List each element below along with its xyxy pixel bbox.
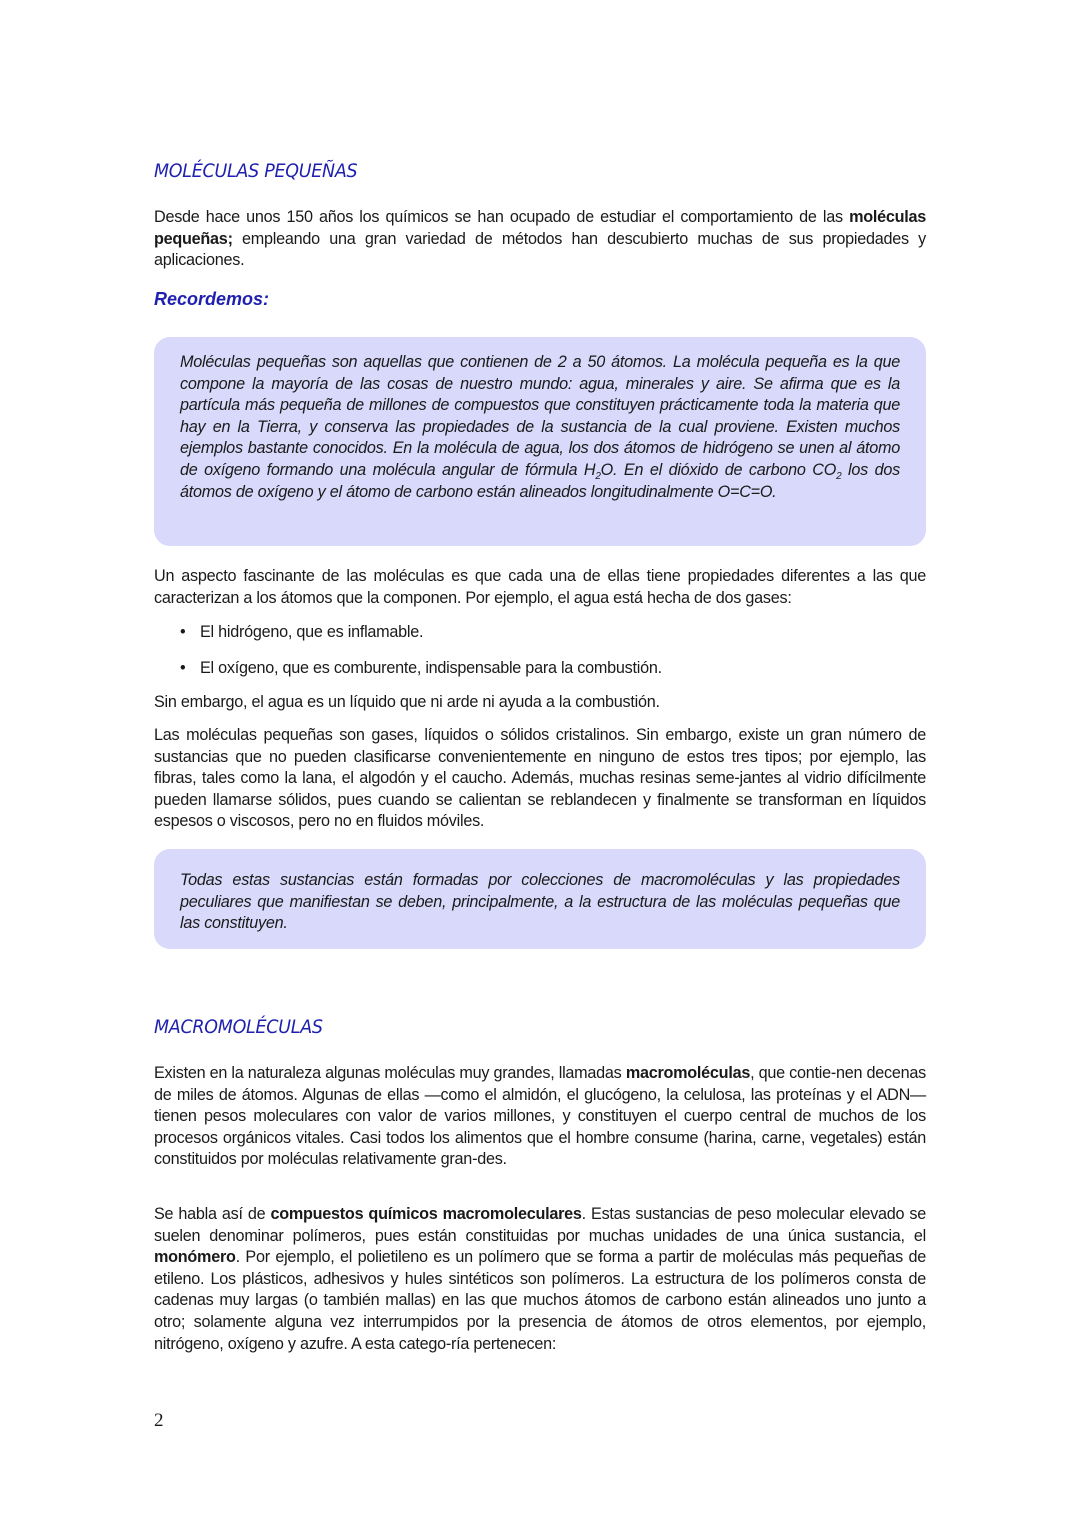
paragraph-text-end: , que contie-nen decenas de miles de átomos. Algunas de ellas —como el almidón, el glucógeno, la celulosa, las proteínas y el ADN— tienen pesos moleculares con valor de varios millones, y constituyen el cuerpo central de muchos de los procesos orgánicos vitales. Casi todos los alimentos que el hombre consume (harina, carne, vegetales) están constituidos por moléculas relativamente gran-des. [154, 1064, 926, 1169]
bold-term: compuestos químicos macromoleculares [270, 1205, 582, 1223]
recordemos-label: Recordemos: [154, 289, 270, 309]
definition-text-end: los dos átomos de oxígeno y el átomo de carbono están alineados longitudinalmente O=C=O. [180, 460, 900, 501]
paragraph-text: Se habla así de [154, 1205, 271, 1223]
list-item-text: El oxígeno, que es comburente, indispensable para la combustión. [200, 659, 662, 677]
intro-paragraph [154, 207, 926, 272]
bullet-icon: • [180, 623, 186, 641]
definition-box [154, 337, 926, 546]
formula-text: O. En el dióxido de carbono CO [600, 460, 837, 479]
bold-term: monómero [154, 1248, 236, 1267]
formula-subscript: 2 [836, 470, 842, 482]
list-item [180, 622, 423, 644]
definition-box-text [180, 352, 900, 503]
page-number: 2 [154, 1410, 164, 1431]
intro-text-end: empleando una gran variedad de métodos han descubierto muchas de sus propiedades y aplicaciones. [154, 229, 926, 270]
intro-text: Desde hace unos 150 años los químicos se han ocupado de estudiar el comportamiento de las [154, 208, 850, 226]
bold-term: macromoléculas [625, 1064, 751, 1082]
paragraph-sin-embargo: Sin embargo, el agua es un líquido que ni arde ni ayuda a la combustión. [154, 693, 660, 711]
paragraph-macromoleculas [154, 1063, 926, 1171]
list-item [180, 658, 662, 680]
section-title-macromoleculas: MACROMOLÉCULAS [154, 1016, 323, 1038]
paragraph-estados: Las moléculas pequeñas son gases, líquidos o sólidos cristalinos. Sin embargo, existe un gran número de sustancias que no pueden clasificarse convenientemente en ninguno de estos tres tipos; por ejemplo, las fibras, tales como la lana, el algodón y el caucho. Además, muchas resinas seme-jantes al vidrio difícilmente pueden llamarse sólidos, pues cuando se calientan se reblandecen y finalmente se transforman en líquidos espesos o viscosos, pero no en fluidos móviles. [154, 726, 926, 831]
note-box-text: Todas estas sustancias están formadas por colecciones de macromoléculas y las propiedades peculiares que manifiestan se deben, principalmente, a la estructura de las moléculas pequeñas que las constituyen. [180, 871, 900, 933]
list-item-text: El hidrógeno, que es inflamable. [200, 623, 424, 641]
formula-h: H [583, 460, 596, 479]
definition-text: Moléculas pequeñas son aquellas que contienen de 2 a 50 átomos. La molécula pequeña es la que compone la mayoría de las cosas de nuestro mundo: agua, minerales y aire. Se afirma que es la partícula más pequeña de millones de compuestos que constituyen prácticamente toda la materia que hay en la Tierra, y conserva las propiedades de la sustancia de la cual proviene. Existen muchos ejemplos bastante conocidos. En la molécula de agua, los dos átomos de hidrógeno se unen al átomo de oxígeno formando una molécula angular de fórmula [180, 353, 900, 479]
section-title-moleculas-pequenas: MOLÉCULAS PEQUEÑAS [154, 160, 358, 182]
intro-bold-term: moléculas pequeñas; [154, 208, 926, 248]
paragraph-text: Existen en la naturaleza algunas moléculas muy grandes, llamadas [154, 1064, 626, 1082]
paragraph-aspecto: Un aspecto fascinante de las moléculas es que cada una de ellas tiene propiedades diferentes a las que caracterizan a los átomos que la componen. Por ejemplo, el agua está hecha de dos gases: [154, 567, 926, 607]
paragraph-text-end: . Por ejemplo, el polietileno es un polímero que se forma a partir de moléculas más pequeñas de etileno. Los plásticos, adhesivos y hules sintéticos son polímeros. La estructura de los polímeros consta de cadenas muy largas (o también mallas) en las que muchos átomos de carbono están alineados uno junto a otro; solamente alguna vez interrumpidos por la presencia de átomos de otros elementos, por ejemplo, nitrógeno, oxígeno y azufre. A esta catego-ría pertenecen: [154, 1248, 926, 1353]
formula-subscript: 2 [595, 470, 601, 482]
paragraph-text-mid: . Estas sustancias de peso molecular elevado se suelen denominar polímeros, pues están constituidas por muchas unidades de una única sustancia, el [154, 1205, 927, 1245]
bullet-icon: • [180, 659, 186, 677]
note-box [154, 849, 926, 949]
paragraph-polimeros [154, 1204, 926, 1355]
